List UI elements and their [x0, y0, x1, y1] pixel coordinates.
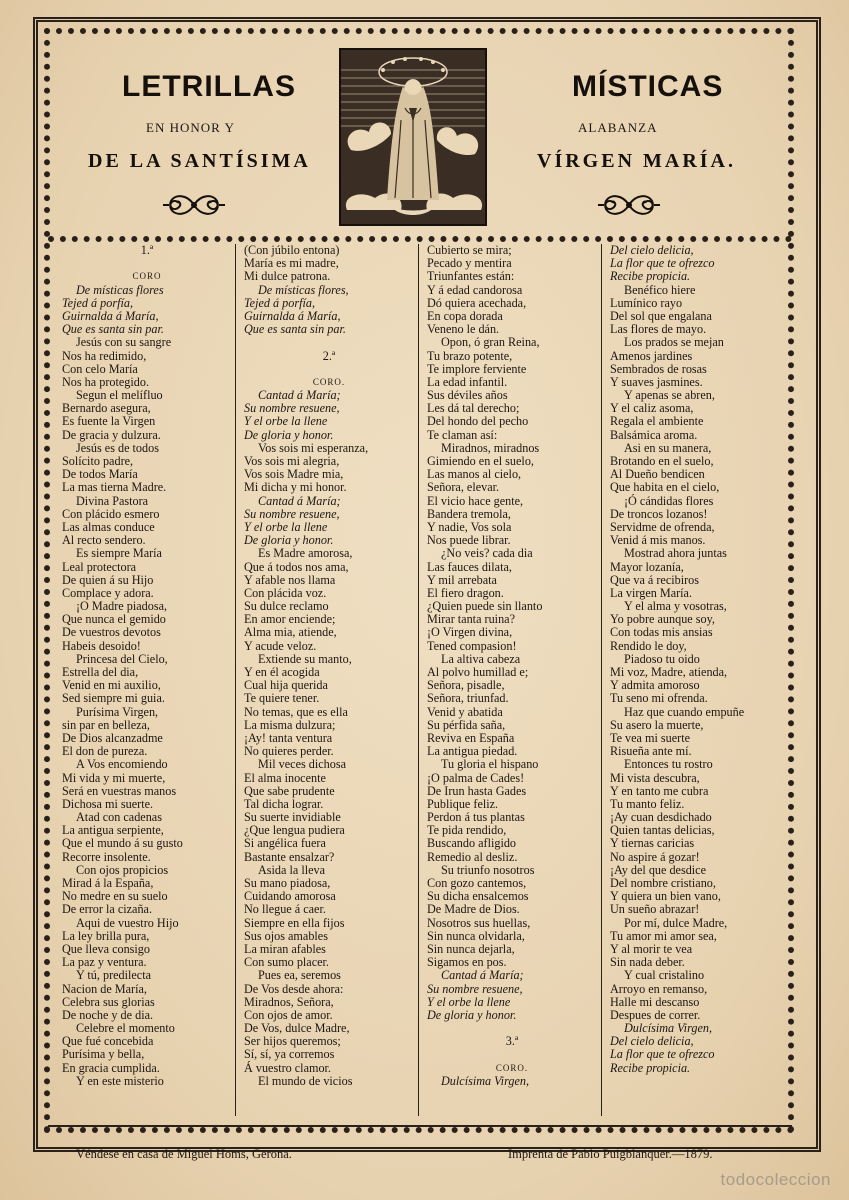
verse-line: Balsámica aroma. [610, 427, 698, 442]
verse-line: De gracia y dulzura. [62, 427, 161, 442]
verse-line: Y acude veloz. [244, 638, 317, 653]
verse-line: ¿No veis? cada dia [441, 546, 533, 561]
verse-line: Y el caliz asoma, [610, 401, 694, 416]
verse-line: Aqui de vuestro Hijo [76, 915, 179, 930]
verse-line: No llegue á caer. [244, 902, 326, 917]
verse-line: Los prados se mejan [624, 335, 724, 350]
verse-line: Y en este misterio [76, 1073, 164, 1088]
verse-line: El alma inocente [244, 770, 326, 785]
header-separator [48, 236, 792, 242]
verse-line: sin par en belleza, [62, 717, 150, 732]
verse-line: De Vos desde ahora: [244, 981, 344, 996]
verse-line: El fiero dragon. [427, 585, 504, 600]
verse-line: Vos sois mi alegria, [244, 454, 340, 468]
verse-line: Asida la lleva [258, 862, 326, 877]
verse-line: Arroyo en remanso, [610, 981, 708, 996]
verse-line: No medre en su suelo [62, 889, 168, 904]
verse-line: Pues ea, seremos [258, 968, 341, 983]
verse-line: Es fuente la Virgen [62, 414, 156, 429]
verse-line: Mayor lozanía, [610, 559, 684, 574]
verse-line: Y en él acogida [244, 665, 320, 679]
verse-line: Será en vuestras manos [62, 783, 177, 798]
verse-line: Que habita en el cielo, [610, 480, 720, 495]
verse-line: 1.ª [140, 243, 154, 257]
verse-line: Es Madre amorosa, [258, 546, 353, 561]
verse-line: Con sumo placer. [244, 955, 329, 970]
verse-line: Las almas conduce [62, 519, 155, 534]
verse-line: De místicas flores [76, 282, 164, 297]
verse-line: Sin nada deber. [610, 955, 685, 970]
verse-line: En gracia cumplida. [62, 1060, 160, 1075]
verse-line: De gloria y honor. [427, 1007, 517, 1022]
verse-line: Que sabe prudente [244, 783, 335, 798]
verse-line: Del cielo delicia, [610, 243, 694, 257]
verse-line: Mi dicha y mi honor. [244, 480, 347, 495]
verse-line: Que á todos nos ama, [244, 559, 349, 574]
verse-line: Jesús con su sangre [76, 335, 172, 350]
verse-line: Su triunfo nosotros [441, 862, 535, 877]
title-right: MÍSTICAS [572, 70, 724, 103]
verse-line: ¡O Madre piadosa, [76, 599, 168, 614]
verse-line: ¡O Virgen divina, [427, 625, 513, 640]
verse-line: Su nombre resuene, [244, 506, 340, 521]
verse-line: Dichosa mi suerte. [62, 796, 154, 811]
verse-line: La altiva cabeza [441, 651, 521, 666]
footer-separator [48, 1125, 792, 1127]
verse-line: ¡Ó cándidas flores [624, 493, 714, 508]
title-left: LETRILLAS [122, 70, 296, 103]
verse-line: Del cielo delicia, [610, 1034, 694, 1049]
verse-line: Señora, elevar. [427, 480, 500, 495]
verse-line: Recorre insolente. [62, 849, 151, 864]
verse-line: Con ojos de amor. [244, 1007, 333, 1022]
verse-line: Publique feliz. [427, 796, 499, 811]
verse-line: CORO. [495, 1062, 529, 1073]
verse-line: De Madre de Dios. [427, 902, 520, 917]
column-rule-2 [418, 244, 419, 1116]
verse-line: Purísima y bella, [62, 1047, 145, 1062]
verse-line: Nos puede librar. [427, 533, 511, 548]
verse-line: No temas, que es ella [244, 704, 348, 719]
verse-line: Te quiere tener. [244, 691, 320, 706]
verse-line: Sembrados de rosas [610, 361, 707, 376]
verse-line [62, 257, 232, 270]
verse-line: Que nunca el gemido [62, 612, 166, 627]
verse-line: Del hondo del pecho [427, 414, 529, 429]
verse-line: Cantad á María; [258, 388, 341, 403]
watermark: todocoleccion [720, 1170, 831, 1189]
verse-line: El don de pureza. [62, 744, 148, 759]
verse-line: La miran afables [244, 941, 326, 956]
verse-line: La misma dulzura; [244, 717, 336, 732]
verse-line: De vuestros devotos [62, 625, 161, 640]
verse-line: Y admita amoroso [610, 678, 700, 693]
verse-line: Venid y abatida [427, 704, 503, 719]
footer-seller: Véndese en casa de Miguel Homs, Gerona. [76, 1147, 292, 1161]
verse-line: El mundo de vicios [258, 1073, 353, 1088]
verse-line: La flor que te ofrezco [610, 1047, 715, 1062]
verse-line: Venid en mi auxilio, [62, 678, 161, 693]
verse-line: Extiende su manto, [258, 651, 352, 666]
verse-line: Con ojos propicios [76, 862, 169, 877]
verse-line: Si angélica fuera [244, 836, 326, 851]
verse-line: Y mil arrebata [427, 572, 497, 587]
verse-line: Regala el ambiente [610, 414, 704, 429]
verse-line: Nos ha redimido, [62, 348, 147, 363]
verse-line: Y en tanto me cubra [610, 783, 709, 798]
verse-line: Entonces tu rostro [624, 757, 713, 772]
verse-line: Cantad á María; [258, 493, 341, 508]
verse-line: Á vuestro clamor. [244, 1060, 331, 1075]
verse-line: Al Dueño bendicen [610, 467, 705, 482]
verse-line: Y á edad candorosa [427, 282, 523, 297]
verse-line: Su pérfida saña, [427, 717, 506, 732]
verse-line: De Vos, dulce Madre, [244, 1021, 350, 1036]
verse-line: Que fué concebida [62, 1034, 154, 1049]
verse-line: Leal protectora [62, 559, 137, 574]
verse-line: Que va á recibiros [610, 572, 699, 587]
verse-line: Purísima Virgen, [76, 704, 159, 719]
verse-line: La antigua piedad. [427, 744, 518, 759]
verse-line: Quien tantas delicias, [610, 823, 715, 838]
verse-line: Gimiendo en el suelo, [427, 454, 534, 468]
verse-line: Y el alma y vosotras, [624, 599, 727, 614]
verse-line: En amor enciende; [244, 612, 336, 627]
verse-line: Cual hija querida [244, 678, 328, 693]
verse-line: Sus ojos amables [244, 928, 328, 943]
verse-line: Guirnalda á María, [62, 308, 159, 323]
verse-line: Te pida rendido, [427, 823, 507, 838]
verse-line: Bandera tremola, [427, 506, 511, 521]
verse-line: Tu seno mi ofrenda. [610, 691, 708, 706]
verse-line: Del sol que engalana [610, 308, 712, 323]
verse-line: Asi en su manera, [624, 440, 712, 455]
verse-line: 3.ª [505, 1034, 519, 1049]
verse-line: Y apenas se abren, [624, 388, 715, 403]
verse-line: Vos sois mi esperanza, [258, 440, 369, 455]
verse-line: Tened compasion! [427, 638, 517, 653]
verse-line: Bastante ensalzar? [244, 849, 335, 864]
dedication-right: VÍRGEN MARÍA. [537, 150, 736, 172]
verse-line: Lumínico rayo [610, 295, 683, 310]
verse-line: Del nombre cristiano, [610, 876, 716, 890]
verse-line: No quieres perder. [244, 744, 334, 759]
verse-line: Pecado y mentira [427, 256, 512, 271]
verse-line: De error la cizaña. [62, 902, 152, 917]
verse-line: Princesa del Cielo, [76, 651, 168, 666]
verse-line: Halle mi descanso [610, 994, 700, 1009]
verse-line: CORO [132, 271, 162, 282]
verse-line: Su mano piadosa, [244, 876, 331, 890]
verse-line: Mi dulce patrona. [244, 269, 331, 284]
verse-line: Sin nunca olvidarla, [427, 928, 525, 943]
verse-line: Mi vida y mi muerte, [62, 770, 166, 785]
verse-line: Tejed á porfía, [62, 295, 133, 310]
verse-line: Mil veces dichosa [258, 757, 346, 772]
verse-line: Por mí, dulce Madre, [624, 915, 728, 930]
verse-line: Brotando en el suelo, [610, 454, 714, 468]
verse-line: Benéfico hiere [624, 282, 696, 297]
verse-line: Buscando afligido [427, 836, 517, 851]
verse-line: Sin nunca dejarla, [427, 941, 515, 956]
verse-line: Que el mundo á su gusto [62, 836, 183, 851]
verse-line: De místicas flores, [258, 282, 349, 297]
verse-line: Con gozo cantemos, [427, 876, 527, 890]
verse-line: Al recto sendero. [62, 533, 146, 548]
verse-line: Triunfantes están: [427, 269, 515, 284]
verse-line: La mas tierna Madre. [62, 480, 167, 495]
verse-line: Rendido le doy, [610, 638, 687, 653]
verse-line: Recibe propicia. [610, 1060, 691, 1075]
verse-line: Mi vista descubra, [610, 770, 700, 785]
verse-line: A Vos encomiendo [76, 757, 168, 772]
subtitle-left: EN HONOR Y [146, 120, 235, 135]
verse-line: ¿Quien puede sin llanto [427, 599, 543, 614]
verse-line: Las manos al cielo, [427, 467, 522, 482]
verse-line: Dulcísima Virgen, [441, 1073, 530, 1088]
verse-line: 2.ª [322, 348, 336, 363]
verse-line: María es mi madre, [244, 256, 339, 271]
verse-line: Y quiera un bien vano, [610, 889, 721, 904]
verse-line: Nos ha protegido. [62, 374, 149, 389]
verse-line: Y el orbe la llene [244, 519, 328, 534]
verse-line: Ser hijos queremos; [244, 1034, 341, 1049]
verse-line: Y suaves jasmines. [610, 374, 703, 389]
verse-line: Haz que cuando empuñe [624, 704, 745, 719]
verse-line: Habeis desoido! [62, 638, 141, 653]
verse-line: Mirar tanta ruina? [427, 612, 515, 627]
verse-line: Despues de correr. [610, 1007, 701, 1022]
verse-line: Guirnalda á María, [244, 308, 341, 323]
verse-line: Dulcísima Virgen, [624, 1021, 713, 1036]
verse-line: Tu brazo potente, [427, 348, 513, 363]
verse-line: El vicio hace gente, [427, 493, 524, 508]
verse-line: Bernardo asegura, [62, 401, 151, 416]
verse-line: Piadoso tu oido [624, 651, 700, 666]
verse-line: Atad con cadenas [76, 810, 162, 825]
verse-line: De todos María [62, 467, 138, 482]
verse-line: Nosotros sus huellas, [427, 915, 531, 930]
column-rule-3 [601, 244, 602, 1116]
verse-line [427, 1048, 597, 1061]
verse-line: Cuidando amorosa [244, 889, 336, 904]
verse-line: Nacion de María, [62, 981, 147, 996]
verse-line: Venid á mis manos. [610, 533, 706, 548]
verse-line [244, 336, 414, 349]
verse-line: Con todas mis ansias [610, 625, 713, 640]
verse-line: CORO. [312, 376, 346, 387]
verse-line: De Dios alcanzadme [62, 730, 163, 745]
verse-line: Sigamos en pos. [427, 955, 507, 970]
verse-line: De quien á su Hijo [62, 572, 154, 587]
verse-line: Alma mia, atiende, [244, 625, 337, 640]
verse-line: Las fauces dilata, [427, 559, 512, 574]
verse-line: Opon, ó gran Reina, [441, 335, 540, 350]
verse-line: Mi voz, Madre, atienda, [610, 665, 728, 679]
verse-line: Dó quiera acechada, [427, 295, 527, 310]
verse-line: ¡Ay! tanta ventura [244, 730, 333, 745]
column-rule-1 [235, 244, 236, 1116]
subtitle-right: ALABANZA [578, 120, 658, 135]
verse-line: Y nadie, Vos sola [427, 519, 512, 534]
verse-line: Un sueño abrazar! [610, 902, 700, 917]
verse-line: Te claman así: [427, 427, 498, 442]
verse-line: Tal dicha lograr. [244, 796, 324, 811]
verse-line: En copa dorada [427, 308, 503, 323]
verse-line: Les dá tal derecho; [427, 401, 520, 416]
verse-line: Te implore ferviente [427, 361, 527, 376]
verse-line: Remedio al desliz. [427, 849, 518, 864]
verse-line: De gloria y honor. [244, 427, 334, 442]
verse-line: ¡Ay cuan desdichado [610, 810, 712, 825]
verse-line: Jesús es de todos [76, 440, 159, 455]
verse-line: De noche y de dia. [62, 1007, 154, 1022]
verse-column-1 [62, 244, 232, 1088]
verse-line [244, 363, 414, 376]
left-ornament-icon [163, 192, 225, 218]
verse-line: La flor que te ofrezco [610, 256, 715, 271]
verse-line: Veneno le dán. [427, 322, 500, 337]
right-ornament-icon [598, 192, 660, 218]
verse-line: Estrella del dia, [62, 665, 139, 679]
verse-line: Reviva en España [427, 730, 515, 745]
verse-line: Servidme de ofrenda, [610, 519, 715, 534]
verse-line: Complace y adora. [62, 585, 154, 600]
footer-printer: Imprenta de Pablo Puigblanquer.—1879. [508, 1147, 713, 1161]
verse-column-3 [427, 244, 597, 1088]
verse-line: Cantad á María; [441, 968, 524, 983]
verse-column-2 [244, 244, 414, 1088]
verse-line: Con plácido esmero [62, 506, 160, 521]
verse-line: Mostrad ahora juntas [624, 546, 727, 561]
verse-line: Su nombre resuene, [427, 981, 523, 996]
verse-line: Divina Pastora [76, 493, 149, 508]
verse-line: Y al morir te vea [610, 941, 693, 956]
verse-line: ¡Ay del que desdice [610, 862, 707, 877]
verse-line: Tu gloria el hispano [441, 757, 539, 772]
verse-line: Tu amor mi amor sea, [610, 928, 717, 943]
verse-line: No aspire á gozar! [610, 849, 700, 864]
verse-line: Segun el melífluo [76, 388, 163, 403]
dedication-left: DE LA SANTÍSIMA [88, 150, 311, 172]
verse-line: Siempre en ella fijos [244, 915, 345, 930]
verse-line: La paz y ventura. [62, 955, 147, 970]
verse-line: Y el orbe la llene [244, 414, 328, 429]
verse-line: Risueña ante mí. [610, 744, 692, 759]
verse-line: Y tú, predilecta [76, 968, 152, 983]
verse-line: Tu manto feliz. [610, 796, 685, 811]
verse-line: ¿Que lengua pudiera [244, 823, 345, 838]
verse-line: Su dicha ensalcemos [427, 889, 529, 904]
verse-line: Yo pobre aunque soy, [610, 612, 715, 627]
verse-line: Que es santa sin par. [244, 322, 346, 337]
verse-line: Tejed á porfía, [244, 295, 315, 310]
verse-line: Te vea mi suerte [610, 730, 691, 745]
verse-line: Su asero la muerte, [610, 717, 704, 732]
verse-line: Al polvo humillad e; [427, 665, 529, 679]
verse-line: Su dulce reclamo [244, 599, 329, 614]
verse-line: Que lleva consigo [62, 941, 150, 956]
verse-line: Es siempre María [76, 546, 162, 561]
verse-line: Recibe propicia. [610, 269, 691, 284]
virgin-mary-woodcut [339, 48, 487, 226]
verse-column-4 [610, 244, 780, 1075]
verse-line: La virgen María. [610, 585, 693, 600]
verse-line: Que es santa sin par. [62, 322, 164, 337]
verse-line: De troncos lozanos! [610, 506, 708, 521]
verse-line: La edad infantil. [427, 374, 508, 389]
verse-line: La antigua serpiente, [62, 823, 164, 838]
verse-line: Celebre el momento [76, 1021, 175, 1036]
verse-line: Celebra sus glorias [62, 994, 155, 1009]
verse-line: Perdon á tus plantas [427, 810, 525, 825]
verse-line: (Con júbilo entona) [244, 243, 340, 257]
verse-line: De gloria y honor. [244, 533, 334, 548]
verse-line: Sus déviles años [427, 388, 508, 403]
verse-line: Señora, pisadle, [427, 678, 505, 693]
verse-line: Amenos jardines [610, 348, 693, 363]
verse-line: Y afable nos llama [244, 572, 336, 587]
verse-line: Solícito padre, [62, 454, 134, 468]
verse-line: Su suerte invidiable [244, 810, 341, 825]
verse-line: Cubierto se mira; [427, 243, 512, 257]
verse-line: Señora, triunfad. [427, 691, 509, 706]
verse-line: Y el orbe la llene [427, 994, 511, 1009]
virgin-mary-icon [341, 50, 485, 224]
verse-line: Su nombre resuene, [244, 401, 340, 416]
verse-line: Miradnos, miradnos [441, 440, 540, 455]
verse-line: Mirad á la España, [62, 876, 154, 890]
verse-line: Vos sois Madre mia, [244, 467, 344, 482]
verse-line: Y tiernas caricias [610, 836, 695, 851]
verse-line: Con plácida voz. [244, 585, 327, 600]
verse-line: La ley brilla pura, [62, 928, 150, 943]
verse-line: Miradnos, Señora, [244, 994, 334, 1009]
verse-line: Y cual cristalino [624, 968, 705, 983]
verse-line: Sí, sí, ya corremos [244, 1047, 335, 1062]
verse-line: Las flores de mayo. [610, 322, 707, 337]
verse-line: ¡O palma de Cades! [427, 770, 525, 785]
verse-line: Sed siempre mi guia. [62, 691, 165, 706]
verse-line: De Irun hasta Gades [427, 783, 527, 798]
verse-line: Con celo María [62, 361, 138, 376]
